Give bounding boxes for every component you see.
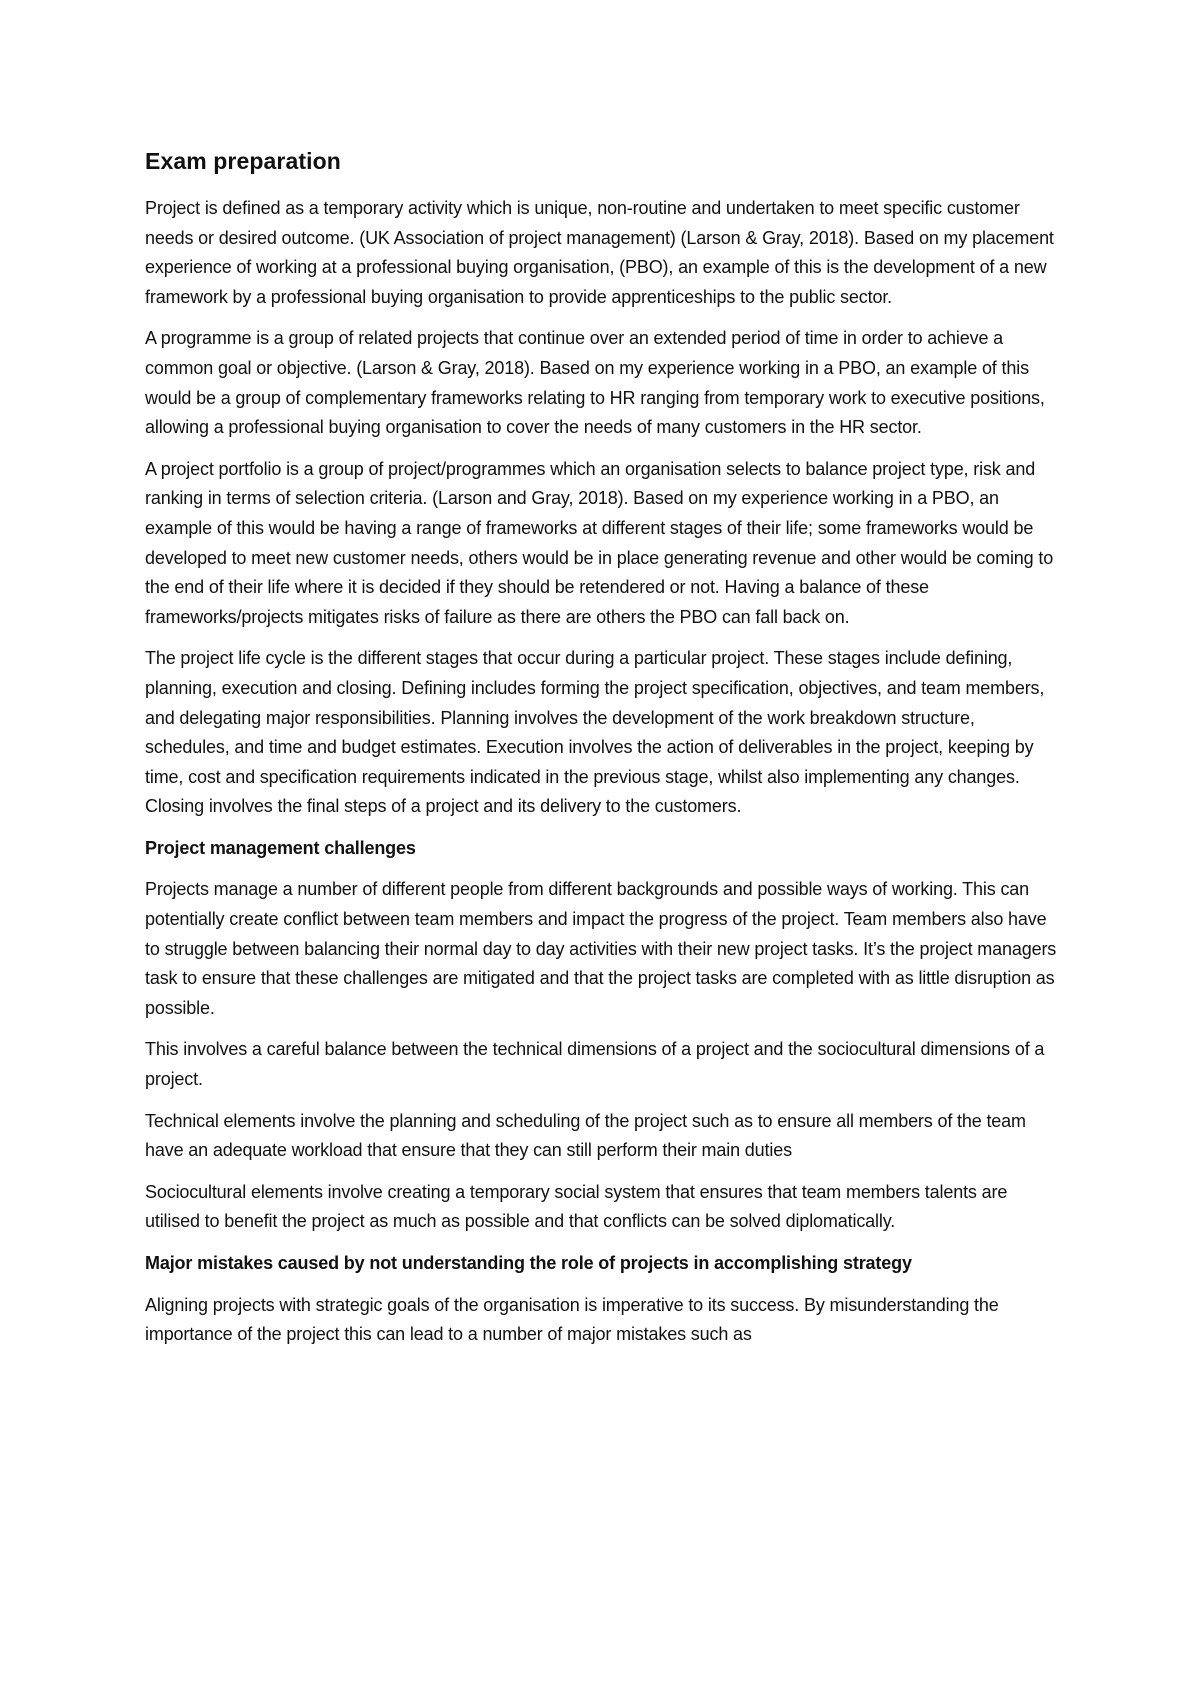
page-title: Exam preparation xyxy=(145,148,341,174)
paragraph-aligning-projects: Aligning projects with strategic goals of the organisation is imperative to its success. By misunderstanding the importance of the project this can lead to a number of major mistakes such as xyxy=(145,1294,999,1345)
paragraph-project-definition: Project is defined as a temporary activity which is unique, non-routine and undertaken to meet specific customer needs or desired outcome. (UK Association of project management) (Larson & Gray, 2018). Based on my placement experience of working at a professional buying organisation, (PBO), an example of this is the development of a new framework by a professional buying organisation to provide apprenticeships to the public sector. xyxy=(145,198,1054,307)
paragraph-challenges: Projects manage a number of different people from different backgrounds and possible ways of working. This can potentially create conflict between team members and impact the progress of the project. Team members also have to struggle between balancing their normal day to day activities with their new project tasks. It’s the project managers task to ensure that these challenges are mitigated and that the project tasks are completed with as little disruption as possible. xyxy=(145,879,1057,1018)
paragraph-technical-elements: Technical elements involve the planning and scheduling of the project such as to ensure all members of the team have an adequate workload that ensure that they can still perform their main duties xyxy=(145,1110,1026,1161)
heading-major-mistakes: Major mistakes caused by not understanding the role of projects in accomplishing strategy xyxy=(145,1253,912,1273)
paragraph-programme-definition: A programme is a group of related projects that continue over an extended period of time in order to achieve a common goal or objective. (Larson & Gray, 2018). Based on my experience working in a PBO, an example of this would be a group of complementary frameworks relating to HR ranging from temporary work to executive positions, allowing a professional buying organisation to cover the needs of many customers in the HR sector. xyxy=(145,328,1045,438)
paragraph-sociocultural-elements: Sociocultural elements involve creating a temporary social system that ensures that team members talents are utilised to benefit the project as much as possible and that conflicts can be solved diplomatically. xyxy=(145,1181,1008,1232)
document-body xyxy=(145,146,1057,1362)
heading-project-management-challenges: Project management challenges xyxy=(145,837,416,858)
paragraph-project-life-cycle: The project life cycle is the different stages that occur during a particular project. These stages include defining, planning, execution and closing. Defining includes forming the project specification, objectives, and team members, and delegating major responsibilities. Planning involves the development of the work breakdown structure, schedules, and time and budget estimates. Execution involves the action of deliverables in the project, keeping by time, cost and specification requirements indicated in the previous stage, whilst also implementing any changes. Closing involves the final steps of a project and its delivery to the customers. xyxy=(145,648,1045,817)
paragraph-portfolio-definition: A project portfolio is a group of project/programmes which an organisation selects to balance project type, risk and ranking in terms of selection criteria. (Larson and Gray, 2018). Based on my experience working in a PBO, an example of this would be having a range of frameworks at different stages of their life; some frameworks would be developed to meet new customer needs, others would be in place generating revenue and other would be coming to the end of their life where it is decided if they should be retendered or not. Having a balance of these frameworks/projects mitigates risks of failure as there are others the PBO can fall back on. xyxy=(145,458,1054,627)
paragraph-balance: This involves a careful balance between the technical dimensions of a project and the sociocultural dimensions of a project. xyxy=(145,1039,1045,1090)
